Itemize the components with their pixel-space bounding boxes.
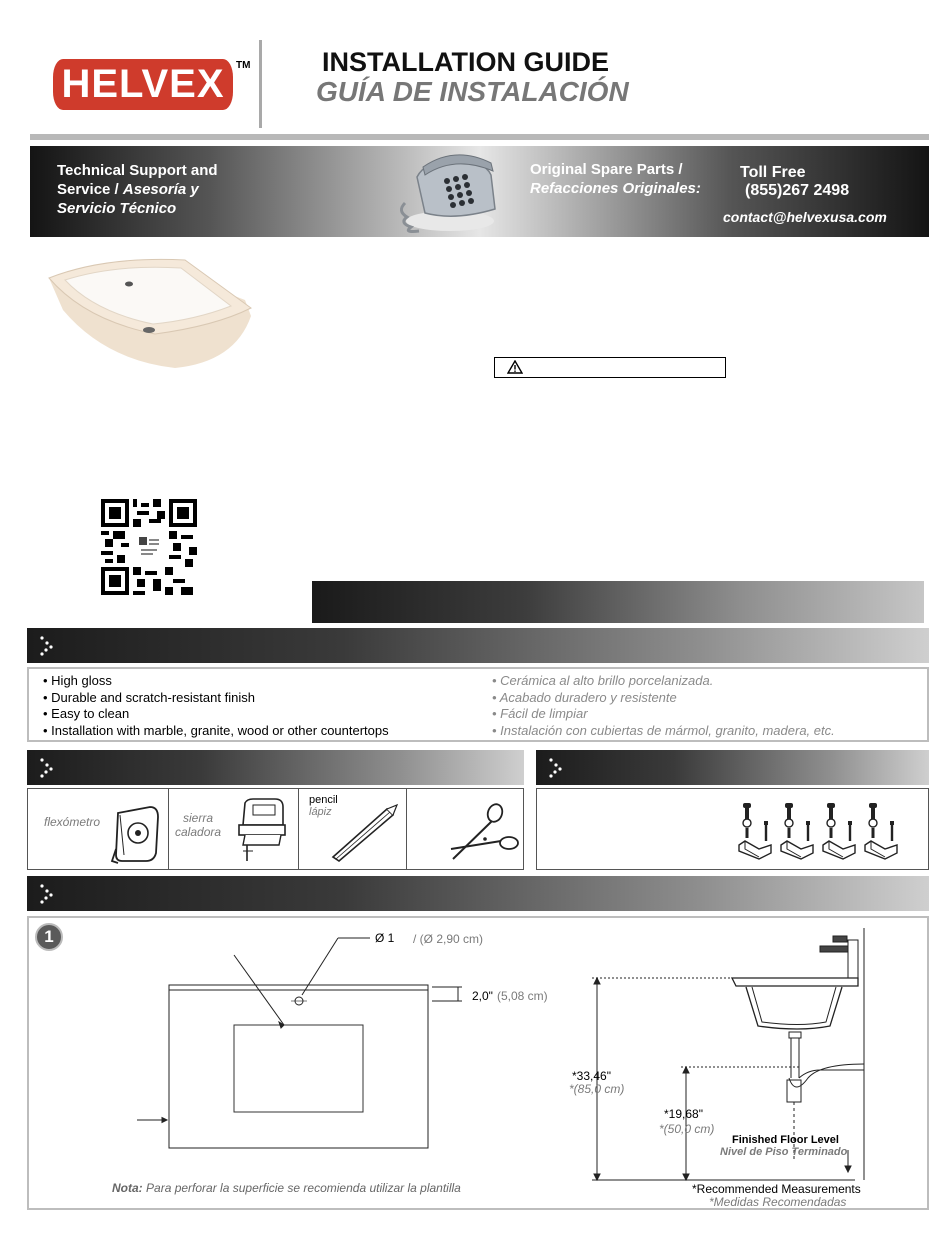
note-text: Para perforar la superficie se recomienda utilizar la plantilla [146, 1181, 461, 1195]
note-label: Nota: [112, 1181, 143, 1195]
tool-label-tape: flexómetro [44, 815, 101, 829]
tool-label-pencil-es: lápiz [309, 806, 332, 818]
feature-es: • Cerámica al alto brillo porcelanizada. [492, 673, 835, 690]
phone-number[interactable]: (855)267 2498 [745, 182, 850, 199]
feature-en: • High gloss [43, 673, 389, 690]
feature-es: • Fácil de limpiar [492, 706, 835, 723]
recommended-es: *Medidas Recomendadas [709, 1195, 847, 1209]
support-line-2-en: Service / [57, 181, 123, 198]
email-link[interactable]: contact@helvexusa.com [723, 209, 887, 225]
support-line-3: Servicio Técnico [57, 200, 177, 217]
support-line-1: Technical Support and [57, 162, 218, 179]
tool-label-pencil-en: pencil [309, 794, 338, 806]
tool-label-saw-2: caladora [175, 825, 222, 839]
trademark: TM [236, 60, 251, 71]
feature-en: • Installation with marble, granite, wood or other countertops [43, 723, 389, 740]
feature-es: • Acabado duradero y resistente [492, 690, 835, 707]
feature-en: • Easy to clean [43, 706, 389, 723]
height-drain-es: *(50,0 cm) [659, 1122, 715, 1136]
tool-label-saw-1: sierra [183, 811, 214, 825]
hole-diameter-en: Ø 1 [375, 931, 395, 945]
parts-label-en: Original Spare Parts / [530, 161, 683, 178]
toll-free-label: Toll Free [740, 164, 806, 181]
recommended-en: *Recommended Measurements [692, 1182, 861, 1196]
title-es: GUÍA DE INSTALACIÓN [316, 76, 629, 107]
offset-en: 2,0" [472, 989, 493, 1003]
floor-level-en: Finished Floor Level [732, 1134, 839, 1146]
feature-es: • Instalación con cubiertas de mármol, granito, madera, etc. [492, 723, 835, 740]
floor-level-es: Nivel de Piso Terminado [720, 1146, 848, 1158]
step-number: 1 [35, 923, 63, 951]
height-counter-en: *33,46" [572, 1069, 611, 1083]
parts-label-es: Refacciones Originales: [530, 180, 701, 197]
support-line-2-es: Asesoría y [122, 181, 199, 198]
title-en: INSTALLATION GUIDE [322, 47, 609, 77]
height-drain-en: *19,68" [664, 1107, 703, 1121]
hole-diameter-es: / (Ø 2,90 cm) [413, 932, 484, 946]
note [112, 1181, 461, 1195]
logo-text: HELVEX [61, 62, 225, 106]
height-counter-es: *(85,0 cm) [569, 1082, 625, 1096]
feature-en: • Durable and scratch-resistant finish [43, 690, 389, 707]
offset-es: (5,08 cm) [497, 989, 548, 1003]
